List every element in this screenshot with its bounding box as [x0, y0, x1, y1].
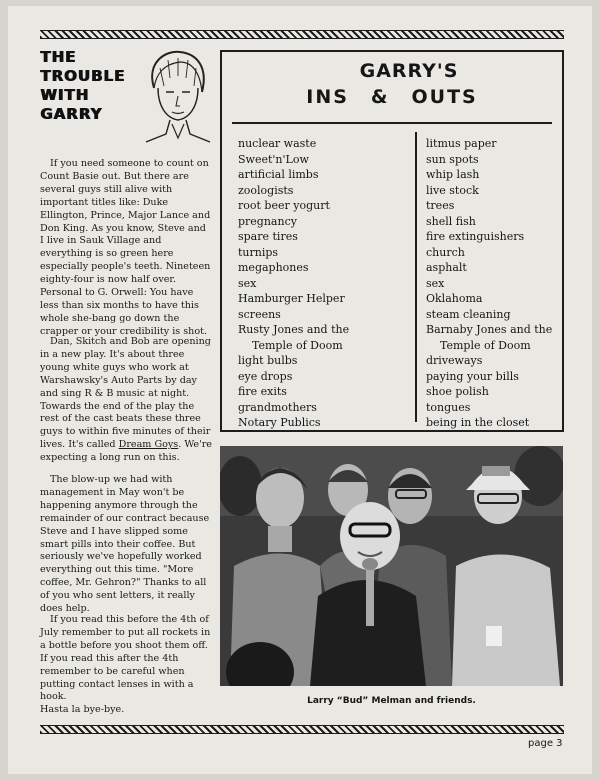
photo-caption: Larry “Bud” Melman and friends. — [307, 696, 476, 706]
outs-item: live stock — [426, 183, 479, 197]
ins-item: spare tires — [238, 230, 298, 243]
column-title-line: WITH — [40, 86, 89, 104]
ins-heading: INS — [306, 86, 349, 108]
ins-item: grandmothers — [238, 400, 317, 414]
ins-item: Notary Publics — [238, 416, 321, 429]
top-zigzag-border — [40, 30, 564, 39]
ins-item: Temple of Doom — [252, 338, 343, 352]
outs-item: fire extinguishers — [426, 230, 525, 243]
ins-outs-box — [220, 50, 564, 432]
outs-item: being in the closet — [426, 416, 530, 429]
box-title-line-2 — [222, 84, 562, 110]
ins-item: nuclear waste — [238, 137, 317, 150]
column-title-line: TROUBLE — [40, 67, 125, 85]
page-number: page 3 — [528, 738, 563, 749]
box-title-line-1: GARRY'S — [359, 60, 459, 82]
ins-item: light bulbs — [238, 354, 298, 367]
column-paragraph: If you need someone to count on Count Basie out. But there are several guys still alive with important titles like: Duke Ellington, Prince, Major Lance and Don King. As you know, Steve and I live in Sauk Village and everything is so green here especially people's teeth. Nineteen eighty-four is now half over. Personal to G. Orwell: You have less than six months to have this whole she-bang go down the crapper or your credibility is shot. — [40, 158, 211, 337]
outs-item: shell fish — [426, 214, 476, 228]
ampersand: & — [370, 86, 390, 108]
column-header — [40, 48, 212, 124]
author-portrait-sketch — [136, 48, 214, 144]
outs-item: Oklahoma — [426, 292, 483, 305]
ins-item: zoologists — [238, 183, 294, 197]
outs-item: trees — [426, 199, 455, 212]
ins-item: Rusty Jones and the — [238, 323, 350, 336]
ins-item: artificial limbs — [238, 168, 319, 181]
ins-item: pregnancy — [238, 214, 297, 228]
outs-item: steam cleaning — [426, 307, 511, 321]
column-paragraph: The blow-up we had with management in May won't be happening anymore through the remainder of our contract because Steve and I have slipped some smart pills into their coffee. But seriously we've hopefully worked everything out this time. "More coffee, Mr. Gehron?" Thanks to all of you who sent letters, it really does help. — [40, 474, 210, 615]
ins-item: fire exits — [238, 385, 287, 398]
ins-item: sex — [238, 276, 257, 290]
ins-item: Hamburger Helper — [238, 292, 345, 305]
bottom-zigzag-border — [40, 725, 564, 734]
ins-item: turnips — [238, 245, 279, 259]
outs-item: litmus paper — [426, 137, 497, 150]
outs-item: shoe polish — [426, 385, 489, 398]
ins-item: megaphones — [238, 261, 309, 274]
outs-item: Temple of Doom — [440, 338, 531, 352]
ins-item: Sweet'n'Low — [238, 152, 309, 166]
outs-item: sex — [426, 276, 445, 290]
outs-item: church — [426, 245, 465, 259]
outs-item: whip lash — [426, 168, 480, 181]
ins-item: root beer yogurt — [238, 199, 330, 212]
ins-item: screens — [238, 307, 281, 321]
outs-list — [426, 136, 552, 431]
column-title-line: THE — [40, 48, 77, 66]
box-title — [222, 58, 562, 110]
column-title-line: GARRY — [40, 105, 103, 123]
column-divider — [415, 132, 417, 422]
outs-item: driveways — [426, 354, 483, 367]
ins-item: eye drops — [238, 369, 293, 383]
outs-item: sun spots — [426, 152, 479, 166]
outs-heading: OUTS — [411, 86, 478, 108]
outs-item: Barnaby Jones and the — [426, 323, 553, 336]
play-title: Dream Goys — [118, 439, 179, 451]
ins-list — [238, 136, 349, 431]
outs-item: tongues — [426, 400, 471, 414]
signoff: Hasta la bye-bye. — [40, 703, 125, 715]
title-divider — [232, 122, 552, 124]
column-paragraph — [40, 336, 212, 465]
group-photo — [220, 446, 563, 686]
paragraph-tail: . We're expecting a long run on this. — [40, 439, 212, 464]
column-paragraph: If you read this before the 4th of July remember to put all rockets in a bottle before you shoot them off. If you read this after the 4th remember to be careful when putting contact lenses in with a hook. — [40, 614, 211, 703]
paragraph-text: Dan, Skitch and Bob are opening in a new play. It's about three young white guys who work at Warshawsky's Auto Parts by day and sing R & B music at night. Towards the end of the play the rest of the cast beats these three guys to within five minutes of their lives. It's called — [40, 336, 211, 451]
outs-item: asphalt — [426, 261, 467, 274]
group-photo-image — [220, 446, 563, 686]
outs-item: paying your bills — [426, 369, 519, 383]
